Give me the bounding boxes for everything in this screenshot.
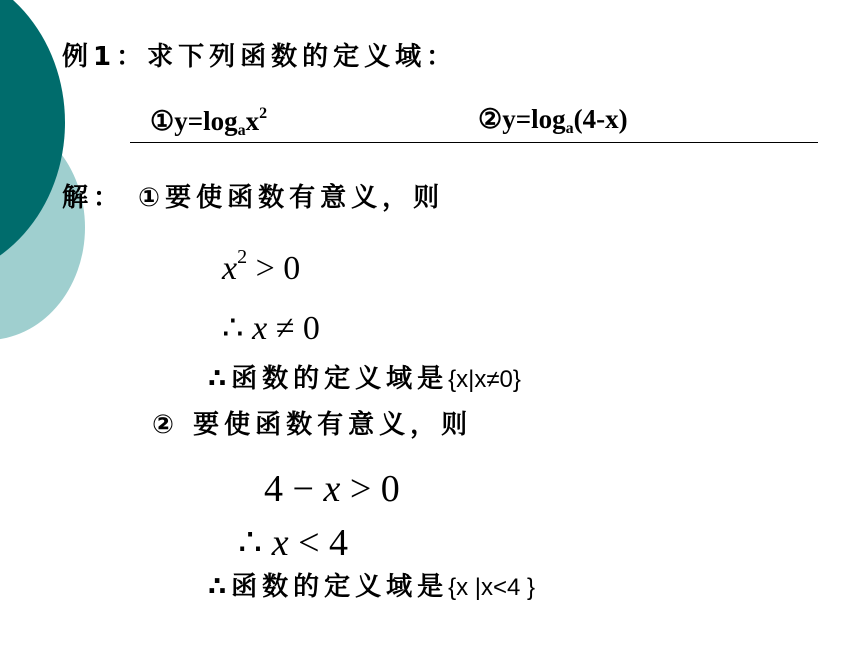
solution-1-intro: 解： ①要使函数有意义，则 <box>62 183 445 213</box>
domain-statement-1 <box>208 366 521 392</box>
inequality-2-rest: > 0 <box>340 468 400 510</box>
problem-1-prefix: ①y=log <box>150 106 238 136</box>
conclusion-1-rest: ≠ 0 <box>267 310 320 347</box>
conclusion-1-variable: x <box>252 310 268 347</box>
domain-2-set: {x |x<4 } <box>448 574 536 601</box>
domain-1-set: {x|x≠0} <box>448 366 521 393</box>
problem-2-log-base: a <box>565 120 574 137</box>
domain-2-prefix: ∴函数的定义域是 <box>208 572 449 602</box>
conclusion-2-variable: x <box>271 522 289 564</box>
solution-2-intro: ② 要使函数有意义，则 <box>152 410 473 440</box>
domain-statement-2 <box>208 574 535 600</box>
domain-1-prefix: ∴函数的定义域是 <box>208 364 449 394</box>
problem-1-log-base: a <box>237 122 246 139</box>
problem-2-argument: (4-x) <box>573 104 628 134</box>
inequality-1-exponent: 2 <box>237 246 248 268</box>
inequality-2 <box>264 470 400 508</box>
inequality-1-variable: x <box>222 250 238 287</box>
problem-1-argument: x <box>245 106 260 136</box>
inequality-2-lead: 4 − <box>264 468 324 510</box>
conclusion-1 <box>222 312 320 346</box>
conclusion-2 <box>238 524 348 562</box>
problem-1-exponent: 2 <box>259 105 268 122</box>
inequality-2-variable: x <box>323 468 341 510</box>
therefore-symbol: ∴ <box>222 310 253 347</box>
conclusion-2-rest: < 4 <box>288 522 348 564</box>
problem-2-prefix: ②y=log <box>478 104 566 134</box>
inequality-1 <box>222 247 300 286</box>
problem-2 <box>478 106 628 137</box>
inequality-1-rest: > 0 <box>247 250 301 287</box>
problem-1 <box>150 106 267 139</box>
divider-line <box>130 142 818 143</box>
therefore-symbol: ∴ <box>238 522 272 564</box>
example-title: 例1：求下列函数的定义域： <box>62 42 458 72</box>
